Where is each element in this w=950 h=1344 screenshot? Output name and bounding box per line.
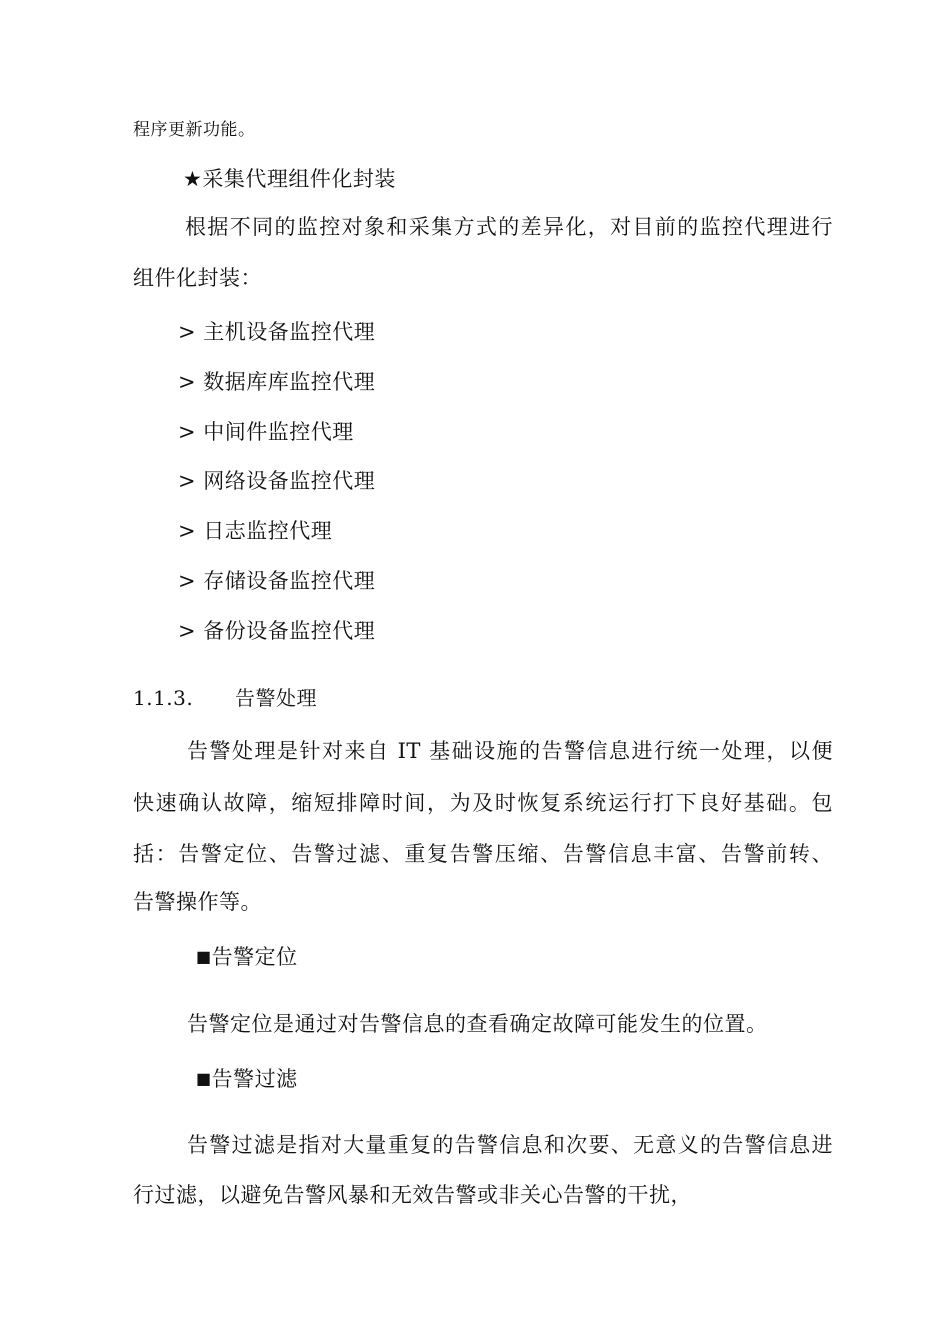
chevron-right-icon: > <box>178 519 197 543</box>
subsection-title-text: 告警定位 <box>211 945 298 969</box>
list-item <box>178 618 375 644</box>
list-item <box>178 468 375 494</box>
list-item <box>178 518 332 544</box>
list-item-label: 数据库库监控代理 <box>203 370 376 394</box>
list-item-label: 存储设备监控代理 <box>203 569 376 593</box>
square-bullet-icon: ■ <box>196 1069 212 1088</box>
subsection-paragraph-line: 行过滤，以避免告警风暴和无效告警或非关心告警的干扰， <box>133 1183 692 1207</box>
chevron-right-icon: > <box>178 619 197 643</box>
list-item-label: 备份设备监控代理 <box>203 619 376 643</box>
subsection-title <box>196 944 298 970</box>
intro-tail-text: 程序更新功能。 <box>133 120 256 140</box>
alarm-paragraph-line-2: 快速确认故障，缩短排障时间，为及时恢复系统运行打下良好基础。包 <box>133 791 833 815</box>
chevron-right-icon: > <box>178 320 197 344</box>
list-item-label: 日志监控代理 <box>203 519 333 543</box>
chevron-right-icon: > <box>178 469 197 493</box>
agent-paragraph-line-2: 组件化封装： <box>133 266 262 290</box>
subsection-paragraph-line: 告警过滤是指对大量重复的告警信息和次要、无意义的告警信息进 <box>187 1133 833 1157</box>
list-item <box>178 568 375 594</box>
agent-section-title <box>183 166 396 192</box>
alarm-paragraph-line-4: 告警操作等。 <box>133 890 262 914</box>
list-item <box>178 369 375 395</box>
section-number: 1.1.3. <box>133 686 194 710</box>
alarm-paragraph-line-3: 括：告警定位、告警过滤、重复告警压缩、告警信息丰富、告警前转、 <box>133 842 833 866</box>
chevron-right-icon: > <box>178 370 197 394</box>
square-bullet-icon: ■ <box>196 947 212 966</box>
chevron-right-icon: > <box>178 569 197 593</box>
list-item-label: 中间件监控代理 <box>203 420 354 444</box>
agent-section-title-text: 采集代理组件化封装 <box>202 167 396 191</box>
agent-paragraph-line-1: 根据不同的监控对象和采集方式的差异化，对目前的监控代理进行 <box>185 215 833 239</box>
alarm-paragraph-line-1: 告警处理是针对来自 IT 基础设施的告警信息进行统一处理，以便 <box>187 739 833 763</box>
section-heading <box>133 685 317 711</box>
list-item <box>178 319 375 345</box>
subsection-title-text: 告警过滤 <box>211 1067 298 1091</box>
subsection-paragraph-line: 告警定位是通过对告警信息的查看确定故障可能发生的位置。 <box>187 1012 768 1036</box>
chevron-right-icon: > <box>178 420 197 444</box>
list-item-label: 主机设备监控代理 <box>203 320 376 344</box>
list-item-label: 网络设备监控代理 <box>203 469 376 493</box>
section-title: 告警处理 <box>235 686 317 710</box>
list-item <box>178 419 354 445</box>
subsection-title <box>196 1066 298 1092</box>
star-icon: ★ <box>183 167 203 191</box>
